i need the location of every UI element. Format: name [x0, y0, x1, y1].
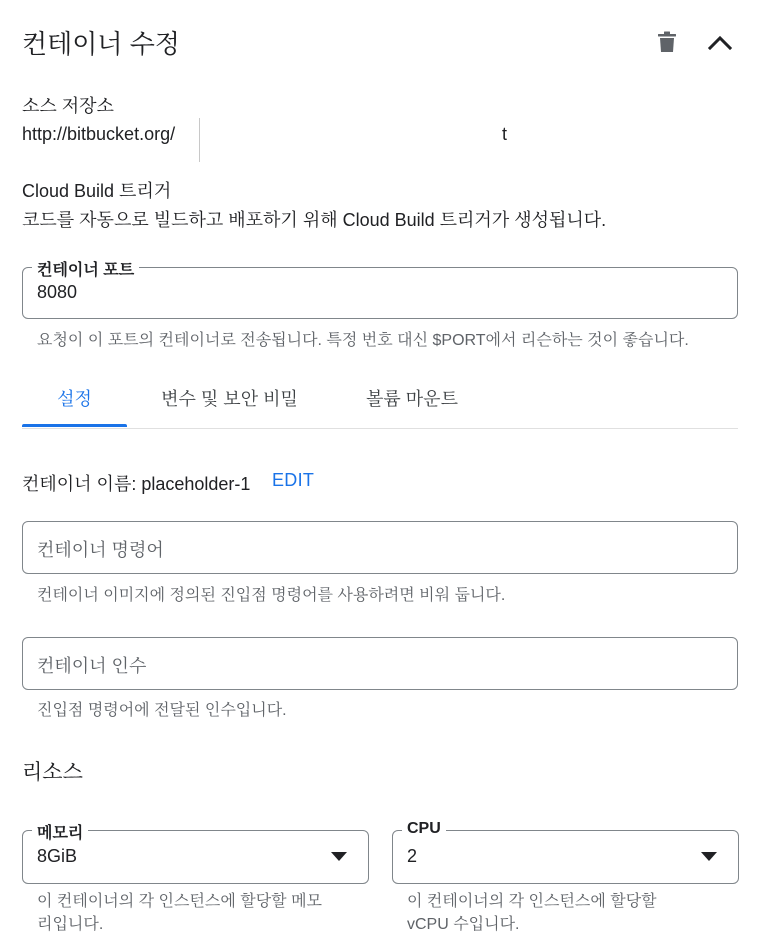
container-args-helper: 진입점 명령어에 전달된 인수입니다. [37, 702, 287, 719]
memory-label: 메모리 [32, 820, 88, 843]
cpu-select[interactable] [392, 820, 739, 884]
memory-select[interactable] [22, 825, 369, 884]
cpu-helper: 이 컨테이너의 각 인스턴스에 할당할 vCPU 수입니다. [407, 893, 657, 933]
resources-title: 리소스 [22, 761, 83, 784]
page-title: 컨테이너 수정 [22, 29, 180, 59]
container-name: 컨테이너 이름: placeholder-1 [22, 474, 251, 494]
tab-variables-secrets[interactable]: 변수 및 보안 비밀 [161, 389, 298, 409]
container-port-field[interactable] [22, 262, 738, 319]
container-port-value[interactable]: 8080 [37, 282, 78, 302]
container-port-helper: 요청이 이 포트의 컨테이너로 전송됩니다. 특정 번호 대신 $PORT에서 리슨하는 것이 좋습니다. [37, 332, 689, 349]
cpu-label: CPU [402, 820, 446, 838]
tab-settings[interactable]: 설정 [57, 389, 92, 409]
source-repo-url: http://bitbucket.org/ [22, 124, 176, 144]
memory-helper: 이 컨테이너의 각 인스턴스에 할당할 메모리입니다. [37, 893, 322, 933]
tab-volume-mounts[interactable]: 볼륨 마운트 [366, 389, 458, 409]
container-port-label: 컨테이너 포트 [32, 257, 139, 280]
source-repo-label: 소스 저장소 [22, 96, 114, 116]
edit-container-name-button[interactable]: EDIT [272, 470, 315, 490]
container-args-placeholder: 컨테이너 인수 [37, 656, 147, 676]
dropdown-arrow-icon [701, 852, 717, 861]
dropdown-arrow-icon [331, 852, 347, 861]
container-command-placeholder: 컨테이너 명령어 [37, 540, 164, 560]
container-command-input[interactable] [22, 521, 738, 574]
active-tab-indicator [22, 424, 127, 427]
trash-icon[interactable] [651, 26, 683, 58]
redacted-area [199, 118, 502, 162]
chevron-up-icon[interactable] [704, 26, 736, 58]
tab-bar [22, 370, 738, 429]
cloud-build-label: Cloud Build 트리거 [22, 181, 172, 201]
container-command-helper: 컨테이너 이미지에 정의된 진입점 명령어를 사용하려면 비워 둡니다. [37, 587, 506, 604]
container-args-input[interactable] [22, 637, 738, 690]
source-repo-url-end: t [502, 124, 508, 144]
memory-value: 8GiB [37, 846, 78, 866]
cloud-build-description: 코드를 자동으로 빌드하고 배포하기 위해 Cloud Build 트리거가 생성됩니다. [22, 210, 607, 230]
cpu-value: 2 [407, 846, 418, 866]
